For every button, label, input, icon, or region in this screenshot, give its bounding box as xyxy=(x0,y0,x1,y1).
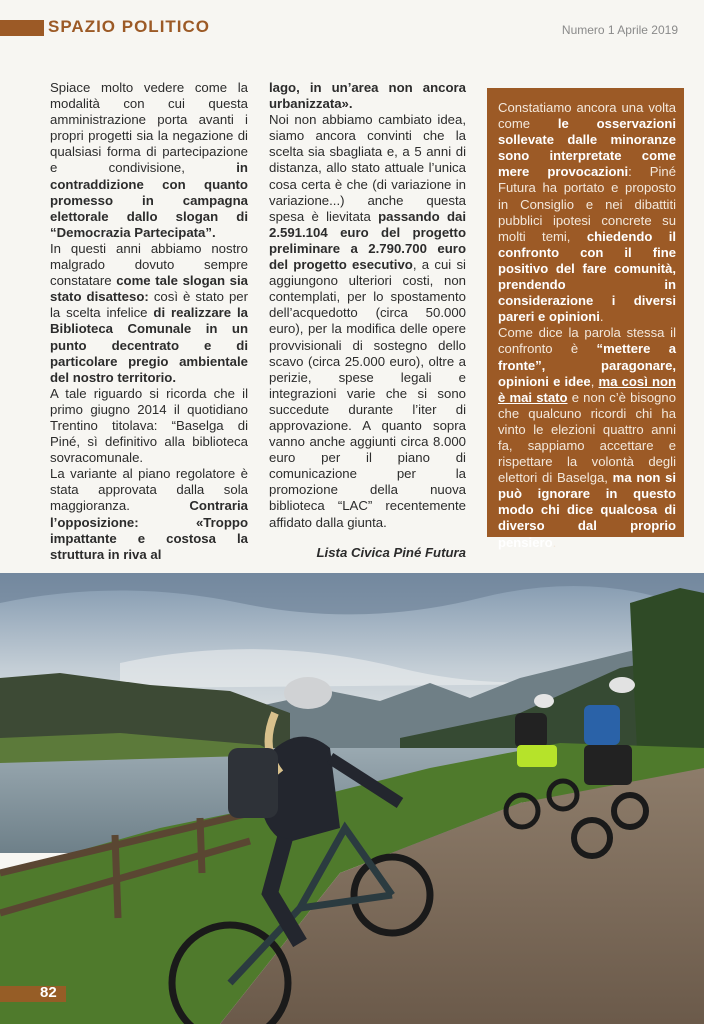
text: così è stato per la scelta infelice xyxy=(50,289,249,321)
paragraph xyxy=(50,466,248,563)
paragraph xyxy=(269,112,466,530)
page-number: 82 xyxy=(40,984,57,1001)
bold-text: ma non si può ignorare in questo modo chi dice qualcosa di diverso dal proprio pensiero xyxy=(498,470,676,550)
paragraph xyxy=(50,241,248,386)
paragraph xyxy=(269,80,466,112)
paragraph xyxy=(498,100,676,325)
text: Noi non abbiamo cambiato idea, siamo ancora convinti che la scelta sia sbagliata e, a 5 anni di distanza, allo stato attuale l’unica cosa certa è che (di variazione in variazione...) anche questa spesa è lievitata xyxy=(269,112,466,224)
column-1 xyxy=(50,80,248,563)
issue-date: Numero 1 Aprile 2019 xyxy=(561,23,678,37)
photo-illustration xyxy=(0,573,704,1024)
signature: Lista Civica Piné Futura xyxy=(316,544,466,560)
text: Constatiamo ancora una volta come xyxy=(498,100,676,132)
text: e non c’è bisogno che qualcuno ricordi chi ha vinto le elezioni quattro anni fa, sappiamo accettare e rispettare la volontà degli elettori di Baselga, xyxy=(498,389,676,486)
text: , a cui si aggiungono ulteriori costi, non contemplati, per lo spostamento dell’acquedotto (circa 50.000 euro), per la modifica delle opere provvisionali di sostegno dello scavo (circa 25.000 euro), oltre a perizie, spese legali e integrazioni varie che si sono succedute durante l’iter di approvazione. A quanto sopra vanno anche aggiunti circa 8.000 euro per il piano di comunicazione per la promozione della nuova biblioteca “LAC” recentemente affidato dalla giunta. xyxy=(269,257,466,530)
bold-text: lago, in un’area non ancora urbanizzata». xyxy=(269,80,466,112)
text: Come dice la parola stessa il confronto è xyxy=(498,325,676,357)
section-tab xyxy=(0,20,44,36)
bold-text: come tale slogan sia stato disatteso: xyxy=(50,273,248,305)
paragraph xyxy=(50,80,248,241)
text: : Piné Futura ha portato e proposto in Consiglio e nei dibattiti pubblici ipotesi concrete su molti temi, xyxy=(498,164,676,244)
bold-text: le osservazioni sollevate dalle minoranze sono interpretate come mere provocazioni xyxy=(498,116,676,180)
text: . xyxy=(599,309,604,325)
highlight-box xyxy=(487,88,684,550)
underlined-text: ma così non è mai stato xyxy=(498,373,676,405)
bold-text: chiedendo il confronto con il fine positivo del fare comunità, prendendo in considerazione i diversi pareri e opinioni xyxy=(498,228,677,325)
text: Spiace molto vedere come la modalità con cui questa amministrazione porta avanti i propri progetti sia la negazione di qualsiasi forma di partecipazione e condivisione, xyxy=(50,80,248,176)
bold-text: passando dai 2.591.104 euro del progetto preliminare a 2.790.700 euro del progetto esecutivo xyxy=(269,208,466,273)
paragraph: A tale riguardo si ricorda che il primo giugno 2014 il quotidiano Trentino titolava: “Baselga di Piné, sì definitivo alla biblioteca sovracomunale. xyxy=(50,385,248,466)
bold-text: in contraddizione con quanto promesso in campagna elettorale dallo slogan di “Democrazia Partecipata”. xyxy=(50,160,248,240)
text: In questi anni abbiamo nostro malgrado dovuto sempre constatare xyxy=(50,240,248,289)
cyclists-lake-photo xyxy=(0,573,704,1024)
column-2 xyxy=(269,80,466,561)
text: La variante al piano regolatore è stata approvata dalla sola maggioranza. xyxy=(50,466,248,514)
bold-text: di realizzare la Biblioteca Comunale in un punto decentrato e di particolare pregio ambientale del nostro territorio. xyxy=(50,305,248,385)
text: . xyxy=(552,534,557,550)
paragraph xyxy=(498,325,676,550)
section-title: SPAZIO POLITICO xyxy=(48,17,211,36)
text: , xyxy=(590,373,599,389)
bold-text: “mettere a fronte”, paragonare, opinioni e idee xyxy=(498,341,676,389)
bold-text: Contraria l’opposizione: «Troppo impattante e costosa la struttura in riva al xyxy=(50,498,248,562)
